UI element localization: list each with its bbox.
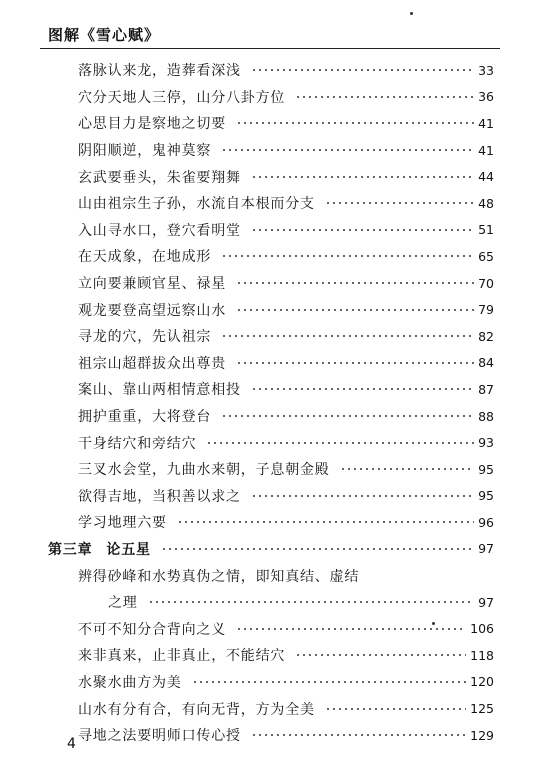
entry-page-number: 51 [478,222,494,238]
toc-entry [48,190,494,217]
dot-leader [192,681,467,683]
entry-page-number: 36 [478,89,494,105]
entry-title: 入山寻水口，登穴看明堂 [78,222,241,239]
toc-entry [48,483,494,510]
entry-title: 学习地理六要 [78,515,167,532]
dot-leader [148,601,474,603]
dot-leader [236,282,474,284]
toc-entry [48,350,494,377]
entry-title: 干身结穴和旁结穴 [78,435,197,452]
entry-title: 拥护重重，大将登台 [78,409,212,426]
entry-title: 寻地之法要明师口传心授 [78,728,241,745]
entry-title: 欲得吉地，当积善以求之 [78,488,241,505]
entry-page-number: 129 [470,727,494,743]
entry-title: 之理 [108,595,138,612]
toc-entry [48,562,494,589]
entry-page-number: 125 [470,701,494,717]
dot-leader [251,69,474,71]
scan-speck [410,12,413,15]
entry-title: 观龙要登高望远察山水 [78,302,226,319]
toc-entry [48,84,494,111]
toc-entry [48,456,494,483]
entry-title: 心思目力是察地之切要 [78,116,226,133]
toc-entry [48,137,494,164]
toc-entry [48,57,494,84]
entry-page-number: 95 [478,488,494,504]
entry-page-number: 95 [478,461,494,477]
entry-title: 水聚水曲方为美 [78,674,182,691]
entry-page-number: 97 [478,541,494,557]
toc-entry [48,429,494,456]
toc-entry [48,589,494,616]
dot-leader [221,255,474,257]
dot-leader [206,442,474,444]
entry-title: 阴阳顺逆，鬼神莫察 [78,143,212,160]
entry-title: 寻龙的穴，先认祖宗 [78,329,212,346]
entry-page-number: 120 [470,674,494,690]
toc-entry [48,323,494,350]
running-header [40,22,500,48]
dot-leader [340,468,474,470]
toc-entry [48,722,494,749]
header-rule [40,48,500,49]
dot-leader [236,362,474,364]
entry-title: 三叉水会堂，九曲水来朝，子息朝金殿 [78,462,330,479]
dot-leader [251,229,474,231]
dot-leader [325,202,474,204]
entry-page-number: 70 [478,275,494,291]
dot-leader [236,628,466,630]
entry-title: 祖宗山超群拔众出尊贵 [78,355,226,372]
entry-title: 辨得砂峰和水势真伪之情，即知真结、虚结 [78,568,360,585]
entry-title: 案山、靠山两相情意相投 [78,382,241,399]
dot-leader [236,122,474,124]
book-title: 图解《雪心赋》 [48,26,161,44]
entry-title: 在天成象，在地成形 [78,249,212,266]
toc-entry [48,163,494,190]
entry-page-number: 44 [478,169,494,185]
dot-leader [251,734,466,736]
dot-leader [221,149,474,151]
entry-page-number: 82 [478,328,494,344]
toc-entry [48,376,494,403]
dot-leader [251,176,474,178]
dot-leader [221,335,474,337]
table-of-contents [48,57,494,748]
dot-leader [295,654,466,656]
toc-entry [48,509,494,536]
toc-entry [48,296,494,323]
dot-leader [295,96,474,98]
entry-page-number: 41 [478,142,494,158]
toc-entry [48,695,494,722]
chapter-number: 第三章 [48,541,93,558]
entry-title: 山水有分有合，有向无背，方为全美 [78,701,315,718]
entry-title: 论五星 [106,541,151,558]
page-number: 4 [67,736,76,752]
toc-entry [48,270,494,297]
entry-page-number: 79 [478,302,494,318]
dot-leader [236,309,474,311]
entry-page-number: 88 [478,408,494,424]
entry-page-number: 65 [478,248,494,264]
entry-page-number: 118 [470,647,494,663]
entry-page-number: 41 [478,115,494,131]
dot-leader [251,495,474,497]
entry-title: 落脉认来龙，造葬看深浅 [78,63,241,80]
entry-page-number: 33 [478,62,494,78]
toc-entry [48,615,494,642]
entry-page-number: 48 [478,195,494,211]
toc-entry [48,642,494,669]
entry-page-number: 106 [470,621,494,637]
entry-page-number: 93 [478,435,494,451]
entry-page-number: 96 [478,514,494,530]
dot-leader [325,708,466,710]
dot-leader [177,521,474,523]
entry-title: 立向要兼顾官星、禄星 [78,276,226,293]
entry-title: 来非真来，止非真止，不能结穴 [78,648,286,665]
entry-title: 不可不知分合背向之义 [78,621,226,638]
entry-page-number: 84 [478,355,494,371]
toc-entry [48,243,494,270]
entry-page-number: 87 [478,381,494,397]
entry-title: 山由祖宗生子孙，水流自本根而分支 [78,196,315,213]
toc-entry [48,110,494,137]
dot-leader [251,388,474,390]
toc-entry [48,217,494,244]
entry-page-number: 97 [478,594,494,610]
dot-leader [221,415,474,417]
toc-chapter-entry [48,536,494,563]
toc-entry [48,669,494,696]
entry-title: 玄武要垂头，朱雀要翔舞 [78,169,241,186]
toc-entry [48,403,494,430]
scan-speck [432,622,435,625]
entry-title: 穴分天地人三停，山分八卦方位 [78,89,286,106]
dot-leader [161,548,474,550]
